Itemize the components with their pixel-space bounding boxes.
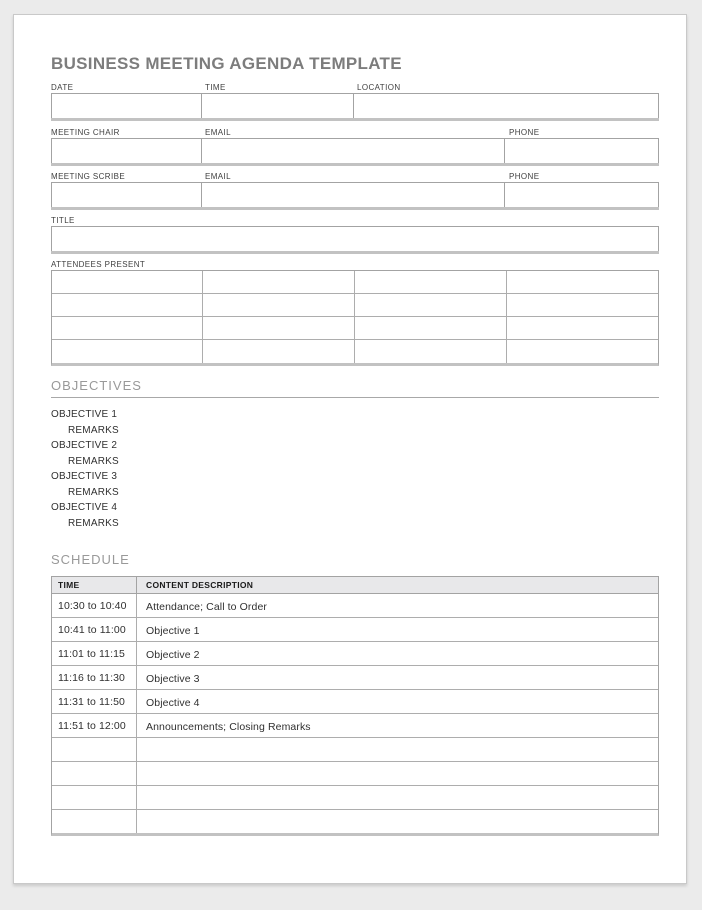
- schedule-content-cell[interactable]: [137, 645, 658, 663]
- attendee-cell[interactable]: [507, 294, 658, 316]
- schedule-heading: SCHEDULE: [51, 552, 130, 567]
- field-label-meeting-scribe: MEETING SCRIBE: [51, 172, 126, 181]
- attendee-cell[interactable]: [355, 317, 507, 339]
- time-input[interactable]: [202, 94, 354, 118]
- schedule-table: [51, 576, 659, 836]
- field-group-date-time-location: [51, 81, 659, 121]
- attendees-row: [52, 294, 658, 317]
- objective-label: OBJECTIVE 4: [51, 502, 118, 513]
- schedule-content-text: Objective 4: [146, 696, 200, 709]
- schedule-row: [52, 618, 658, 642]
- schedule-row: [52, 642, 658, 666]
- schedule-time-cell[interactable]: [52, 810, 137, 833]
- field-label-row: [51, 258, 659, 271]
- title-input[interactable]: [52, 227, 658, 251]
- schedule-content-text: Objective 2: [146, 648, 200, 661]
- document-content: [14, 54, 686, 836]
- schedule-row: [52, 738, 658, 762]
- field-label-meeting-chair: MEETING CHAIR: [51, 128, 120, 137]
- schedule-time-cell[interactable]: [52, 762, 137, 785]
- attendee-cell[interactable]: [203, 271, 355, 293]
- attendee-cell[interactable]: [355, 271, 507, 293]
- objectives-list: [51, 407, 659, 531]
- schedule-row: [52, 810, 658, 833]
- attendee-cell[interactable]: [507, 340, 658, 363]
- schedule-time-cell[interactable]: [52, 786, 137, 809]
- attendees-row: [52, 340, 658, 363]
- schedule-row: [52, 762, 658, 786]
- schedule-time-text: 10:30 to 10:40: [58, 599, 127, 612]
- remarks-label: REMARKS: [68, 517, 119, 529]
- field-label-row: [51, 214, 659, 227]
- schedule-time-text: 11:01 to 11:15: [58, 647, 125, 660]
- attendee-cell[interactable]: [355, 294, 507, 316]
- schedule-row: [52, 690, 658, 714]
- attendee-cell[interactable]: [355, 340, 507, 363]
- attendees-table: [51, 271, 659, 366]
- attendee-cell[interactable]: [52, 317, 203, 339]
- schedule-time-cell[interactable]: [52, 666, 137, 689]
- date-input[interactable]: [52, 94, 202, 118]
- attendees-row: [52, 317, 658, 340]
- schedule-content-text: Attendance; Call to Order: [146, 600, 267, 613]
- field-group-meeting-chair: [51, 126, 659, 166]
- document-title: BUSINESS MEETING AGENDA TEMPLATE: [51, 54, 402, 73]
- field-group-title: [51, 214, 659, 254]
- attendee-cell[interactable]: [203, 317, 355, 339]
- schedule-content-text: Objective 3: [146, 672, 200, 685]
- objective-label: OBJECTIVE 1: [51, 409, 118, 420]
- objective-label: OBJECTIVE 3: [51, 471, 118, 482]
- schedule-time-cell[interactable]: [52, 642, 137, 665]
- meeting-chair-input[interactable]: [52, 139, 202, 163]
- attendee-cell[interactable]: [203, 340, 355, 363]
- remarks-label: REMARKS: [68, 486, 119, 498]
- schedule-row: [52, 666, 658, 690]
- schedule-time-cell[interactable]: [52, 714, 137, 737]
- field-label-date: DATE: [51, 83, 74, 92]
- attendee-cell[interactable]: [52, 294, 203, 316]
- schedule-time-cell[interactable]: [52, 618, 137, 641]
- document-page: [13, 14, 687, 884]
- objectives-heading: OBJECTIVES: [51, 378, 659, 398]
- field-label-location: LOCATION: [357, 83, 401, 92]
- field-label-row: [51, 81, 659, 94]
- attendee-cell[interactable]: [52, 340, 203, 363]
- schedule-time-text: 11:31 to 11:50: [58, 695, 125, 708]
- remarks-label: REMARKS: [68, 424, 119, 436]
- field-label-time: TIME: [205, 83, 226, 92]
- schedule-time-text: 11:16 to 11:30: [58, 671, 125, 684]
- attendee-cell[interactable]: [203, 294, 355, 316]
- field-input-row: [51, 227, 659, 251]
- schedule-col-content: CONTENT DESCRIPTION: [146, 580, 254, 590]
- scribe-phone-input[interactable]: [505, 183, 658, 207]
- objective-label: OBJECTIVE 2: [51, 440, 118, 451]
- attendee-cell[interactable]: [52, 271, 203, 293]
- schedule-time-text: 10:41 to 11:00: [58, 623, 126, 636]
- schedule-time-text: 11:51 to 12:00: [58, 719, 126, 732]
- field-label-row: [51, 126, 659, 139]
- field-label-scribe-email: EMAIL: [205, 172, 232, 181]
- schedule-content-cell[interactable]: [137, 621, 658, 639]
- field-label-title: TITLE: [51, 216, 75, 225]
- schedule-col-time: TIME: [52, 577, 137, 593]
- schedule-row: [52, 714, 658, 738]
- schedule-row: [52, 594, 658, 618]
- chair-email-input[interactable]: [202, 139, 505, 163]
- field-label-chair-email: EMAIL: [205, 128, 232, 137]
- meeting-scribe-input[interactable]: [52, 183, 202, 207]
- schedule-content-cell[interactable]: [137, 717, 658, 735]
- schedule-time-cell[interactable]: [52, 738, 137, 761]
- field-input-row: [51, 183, 659, 207]
- scribe-email-input[interactable]: [202, 183, 505, 207]
- attendees-row: [52, 271, 658, 294]
- field-label-chair-phone: PHONE: [509, 128, 540, 137]
- field-label-attendees-present: ATTENDEES PRESENT: [51, 260, 146, 269]
- attendee-cell[interactable]: [507, 317, 658, 339]
- schedule-content-text: Announcements; Closing Remarks: [146, 720, 311, 733]
- field-group-meeting-scribe: [51, 170, 659, 210]
- chair-phone-input[interactable]: [505, 139, 658, 163]
- schedule-content-text: Objective 1: [146, 624, 200, 637]
- schedule-header-row: [52, 577, 658, 594]
- schedule-time-cell[interactable]: [52, 690, 137, 713]
- schedule-content-cell[interactable]: [137, 597, 658, 615]
- field-input-row: [51, 94, 659, 118]
- field-label-row: [51, 170, 659, 183]
- schedule-time-cell[interactable]: [52, 594, 137, 617]
- field-group-attendees: [51, 258, 659, 366]
- field-label-scribe-phone: PHONE: [509, 172, 540, 181]
- schedule-content-cell[interactable]: [137, 669, 658, 687]
- remarks-label: REMARKS: [68, 455, 119, 467]
- attendee-cell[interactable]: [507, 271, 658, 293]
- field-input-row: [51, 139, 659, 163]
- schedule-row: [52, 786, 658, 810]
- location-input[interactable]: [354, 94, 658, 118]
- schedule-content-cell[interactable]: [137, 693, 658, 711]
